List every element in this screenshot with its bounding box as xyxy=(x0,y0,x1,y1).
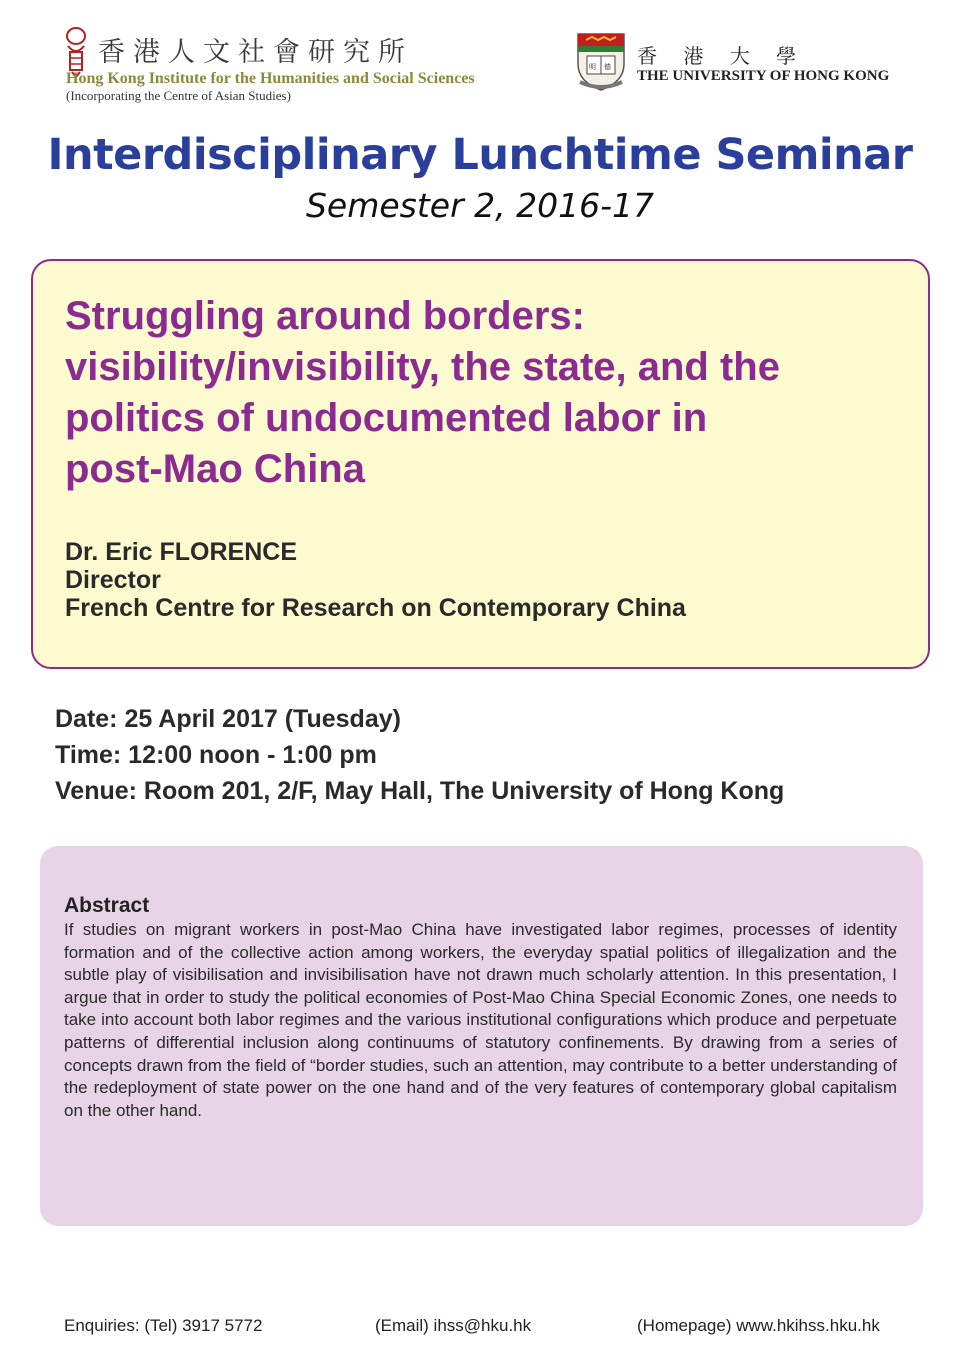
event-venue: Venue: Room 201, 2/F, May Hall, The University of Hong Kong xyxy=(55,777,785,805)
event-time: Time: 12:00 noon - 1:00 pm xyxy=(55,741,377,769)
talk-title-line: Struggling around borders: xyxy=(65,294,585,338)
institute-name-english: Hong Kong Institute for the Humanities and Social Sciences xyxy=(66,70,475,87)
speaker-info xyxy=(65,538,686,622)
abstract-heading: Abstract xyxy=(64,894,150,917)
footer-enquiries: Enquiries: (Tel) 3917 5772 xyxy=(64,1316,263,1335)
talk-title-line: visibility/invisibility, the state, and the xyxy=(65,345,780,389)
speaker-organization: French Centre for Research on Contemporary China xyxy=(65,594,686,622)
institute-name-chinese: 香港人文社會研究所 xyxy=(98,37,413,68)
svg-text:明: 明 xyxy=(589,63,596,71)
semester: Semester 2, 2016-17 xyxy=(305,186,655,225)
series-title: Interdisciplinary Lunchtime Seminar xyxy=(47,130,913,180)
talk-title xyxy=(65,291,905,495)
university-crest-icon xyxy=(574,30,628,94)
abstract-text: If studies on migrant workers in post-Mao China have investigated labor regimes, processes of identity formation and of the collective action among workers, the everyday spatial politics of illegalization and the subtle play of visibilisation and invisibilisation have not drawn much scholarly attention. In this presentation, I argue that in order to study the political economies of Post-Mao China Special Economic Zones, one needs to take into account both labor regimes and the various institutional configurations which produce and perpetuate patterns of differential inclusion along continuums of statutory confinements. By drawing from a series of concepts drawn from the field of “border studies, such an attention, may contribute to a better understanding of the redeployment of state power on the one hand and of the very features of contemporary global capitalism on the other hand. xyxy=(64,920,897,1120)
talk-title-line: politics of undocumented labor in xyxy=(65,396,708,440)
speaker-role: Director xyxy=(65,566,161,594)
svg-text:德: 德 xyxy=(604,63,611,71)
footer-homepage: (Homepage) www.hkihss.hku.hk xyxy=(637,1316,880,1335)
institute-subtitle: (Incorporating the Centre of Asian Studies) xyxy=(66,88,291,103)
talk-title-line: post-Mao China xyxy=(65,447,365,491)
university-name-english: THE UNIVERSITY OF HONG KONG xyxy=(637,68,890,84)
event-date: Date: 25 April 2017 (Tuesday) xyxy=(55,705,401,733)
footer-email: (Email) ihss@hku.hk xyxy=(375,1316,532,1335)
speaker-name: Dr. Eric FLORENCE xyxy=(65,538,297,566)
university-name-chinese: 香 港 大 學 xyxy=(637,44,807,68)
